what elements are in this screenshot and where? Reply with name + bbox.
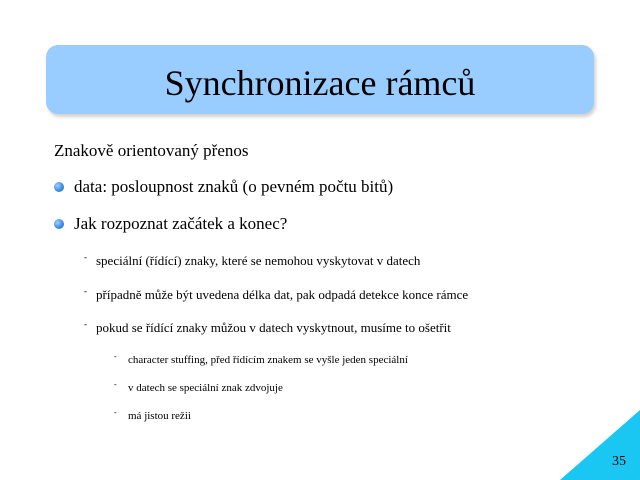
dash-bullet-icon: -	[84, 319, 87, 329]
dash-bullet-icon: -	[84, 252, 87, 262]
intro-text: Znakově orientovaný přenos	[54, 141, 249, 160]
dash-bullet-icon: -	[84, 286, 87, 296]
bullet-item	[54, 214, 287, 234]
round-bullet-icon	[54, 219, 64, 229]
sub-sub-bullet-item	[114, 409, 191, 423]
dash-bullet-icon: -	[114, 380, 117, 389]
page-number: 35	[612, 454, 626, 469]
bullet-item	[54, 177, 393, 197]
corner-decoration	[560, 410, 640, 480]
sub-sub-bullet-text: character stuffing, před řídícím znakem se vyšle jeden speciální	[128, 354, 408, 366]
slide-title: Synchronizace rámců	[164, 62, 476, 103]
round-bullet-icon	[54, 182, 64, 192]
sub-bullet-text: případně může být uvedena délka dat, pak odpadá detekce konce rámce	[96, 287, 469, 302]
sub-sub-bullet-text: v datech se speciální znak zdvojuje	[128, 382, 283, 394]
sub-sub-bullet-text: má jistou režii	[128, 410, 191, 422]
sub-bullet-text: speciální (řídící) znaky, které se nemohou vyskytovat v datech	[96, 253, 421, 268]
sub-sub-bullet-item	[114, 381, 283, 395]
sub-bullet-item	[84, 320, 451, 336]
sub-bullet-text: pokud se řídící znaky můžou v datech vyskytnout, musíme to ošetřit	[96, 320, 451, 335]
sub-bullet-item	[84, 287, 468, 303]
bullet-text: data: posloupnost znaků (o pevném počtu bitů)	[74, 177, 394, 196]
title-box	[46, 45, 594, 114]
sub-bullet-item	[84, 253, 420, 269]
sub-sub-bullet-item	[114, 353, 408, 367]
bullet-text: Jak rozpoznat začátek a konec?	[74, 214, 288, 233]
dash-bullet-icon: -	[114, 408, 117, 417]
dash-bullet-icon: -	[114, 352, 117, 361]
